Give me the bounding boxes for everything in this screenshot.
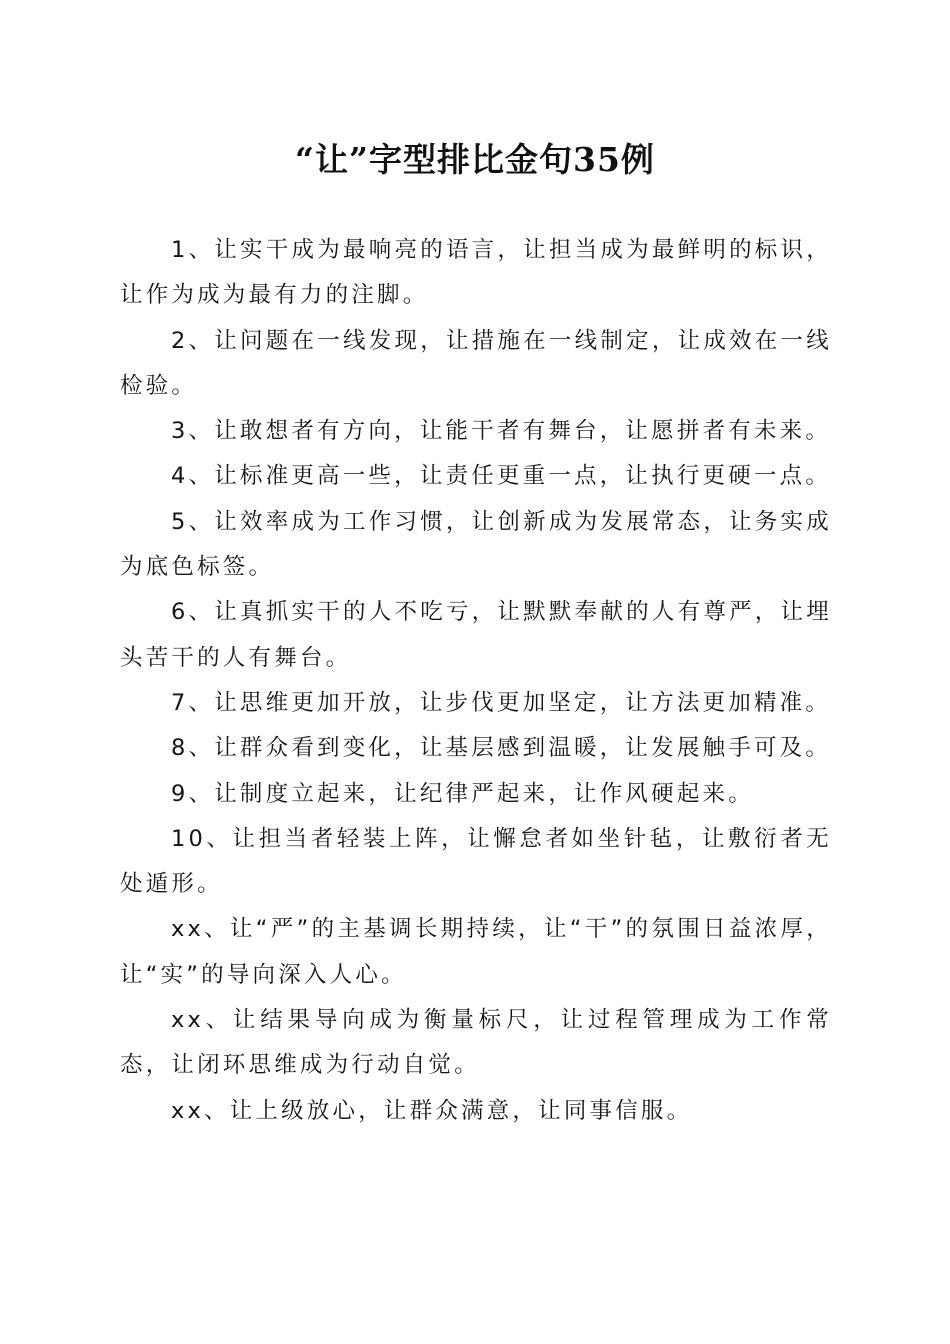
paragraph-4: 4、让标准更高一些，让责任更重一点，让执行更硬一点。 xyxy=(171,463,832,490)
paragraph-12: xx、让结果导向成为衡量标尺，让过程管理成为工作常态，让闭环思维成为行动自觉。 xyxy=(120,1007,832,1079)
paragraph-7: 7、让思维更加开放，让步伐更加坚定，让方法更加精准。 xyxy=(171,689,832,716)
page-title: “让”字型排比金句35例 xyxy=(295,140,655,179)
paragraph-13: xx、让上级放心，让群众满意，让同事信服。 xyxy=(171,1097,693,1124)
paragraph-11: xx、让“严”的主基调长期持续，让“干”的氛围日益浓厚，让“实”的导向深入人心。 xyxy=(120,916,832,988)
paragraph-1: 1、让实干成为最响亮的语言，让担当成为最鲜明的标识，让作为成为最有力的注脚。 xyxy=(120,237,832,309)
paragraph-8: 8、让群众看到变化，让基层感到温暖，让发展触手可及。 xyxy=(171,735,832,762)
paragraph-9: 9、让制度立起来，让纪律严起来，让作风硬起来。 xyxy=(171,780,754,807)
paragraph-5: 5、让效率成为工作习惯，让创新成为发展常态，让务实成为底色标签。 xyxy=(120,508,832,581)
paragraph-6: 6、让真抓实干的人不吃亏，让默默奉献的人有尊严，让埋头苦干的人有舞台。 xyxy=(120,599,832,671)
paragraph-3: 3、让敢想者有方向，让能干者有舞台，让愿拼者有未来。 xyxy=(171,418,832,445)
paragraph-2: 2、让问题在一线发现，让措施在一线制定，让成效在一线检验。 xyxy=(120,327,832,399)
paragraph-10: 10、让担当者轻装上阵，让懈怠者如坐针毡，让敷衍者无处遁形。 xyxy=(120,825,832,898)
document-body xyxy=(120,228,832,1134)
